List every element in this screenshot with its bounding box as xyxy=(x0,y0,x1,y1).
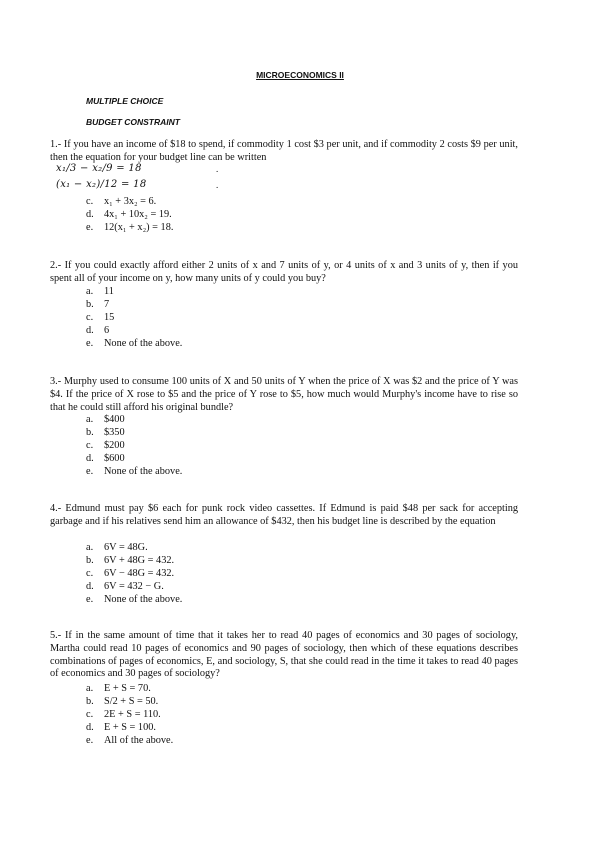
question-number: 4.- xyxy=(50,503,62,514)
document-title: MICROECONOMICS II xyxy=(256,70,344,80)
dot-mark: . xyxy=(216,180,219,190)
question-number: 1.- xyxy=(50,139,62,150)
option: d. E + S = 100. xyxy=(86,722,156,733)
section-heading-multiple-choice: MULTIPLE CHOICE xyxy=(86,96,164,106)
question-1-option-a: x₁/3 − x₂/9 = 18 xyxy=(56,163,142,174)
option: b. $350 xyxy=(86,427,125,438)
option: e. None of the above. xyxy=(86,594,183,605)
option: a. 6V = 48G. xyxy=(86,542,148,553)
question-text: Murphy used to consume 100 units of X and 50 units of Y when the price of X was $2 and the price of Y was $4. If the price of X rose to $5 and the price of Y rose to $5, how much would Murphy's income have to rise so that he could still afford his original bundle? xyxy=(50,376,519,413)
question-text: If you have an income of $18 to spend, if commodity 1 cost $3 per unit, and if commodity 2 costs $9 per unit, then the equation for your budget line can be written xyxy=(50,139,518,163)
section-heading-budget-constraint: BUDGET CONSTRAINT xyxy=(86,117,180,127)
question-1-option-b: (x₁ − x₂)/12 = 18 xyxy=(56,179,147,190)
option: e. None of the above. xyxy=(86,466,183,477)
dot-mark: . xyxy=(216,164,219,174)
option: a. E + S = 70. xyxy=(86,683,151,694)
question-5-options xyxy=(86,682,173,747)
option: d. 6 xyxy=(86,325,110,336)
option: e. All of the above. xyxy=(86,735,174,746)
option: d. 4x₁ + 10x₂ = 19. xyxy=(86,209,172,220)
question-text: Edmund must pay $6 each for punk rock video cassettes. If Edmund is paid $48 per sack for accepting garbage and if his relatives send him an allowance of $432, then his budget line is described by the equation xyxy=(50,503,519,527)
question-2 xyxy=(50,260,518,286)
question-1 xyxy=(50,139,518,165)
question-text: If in the same amount of time that it takes her to read 40 pages of economics and 30 pages of sociology, Martha could read 10 pages of economics and 90 pages of sociology, then which of these equations describes combinations of pages of economics, E, and sociology, S, that she could read in the time it takes to read 40 pages of economics and 30 pages of sociology? xyxy=(50,630,518,680)
option: b. 6V + 48G = 432. xyxy=(86,555,175,566)
option: a. 11 xyxy=(86,286,114,297)
option: c. x₁ + 3x₂ = 6. xyxy=(86,196,157,207)
question-number: 3.- xyxy=(50,376,62,387)
question-3 xyxy=(50,376,518,414)
option: d. $600 xyxy=(86,453,125,464)
question-2-options xyxy=(86,285,182,350)
question-3-options xyxy=(86,413,182,478)
option: e. 12(x₁ + x₂) = 18. xyxy=(86,222,174,233)
question-4 xyxy=(50,503,518,529)
option: b. S/2 + S = 50. xyxy=(86,696,159,707)
question-5 xyxy=(50,630,518,681)
option: a. $400 xyxy=(86,414,125,425)
option: e. None of the above. xyxy=(86,338,183,349)
option: c. $200 xyxy=(86,440,125,451)
question-4-options xyxy=(86,541,182,606)
question-number: 5.- xyxy=(50,630,62,641)
option: b. 7 xyxy=(86,299,110,310)
option: d. 6V = 432 − G. xyxy=(86,581,164,592)
question-1-options xyxy=(86,195,173,234)
option: c. 6V − 48G = 432. xyxy=(86,568,175,579)
option: c. 2E + S = 110. xyxy=(86,709,161,720)
question-number: 2.- xyxy=(50,260,62,271)
option: c. 15 xyxy=(86,312,115,323)
question-text: If you could exactly afford either 2 units of x and 7 units of y, or 4 units of x and 3 units of y, then if you spent all of your income on y, how many units of y could you buy? xyxy=(50,260,518,284)
